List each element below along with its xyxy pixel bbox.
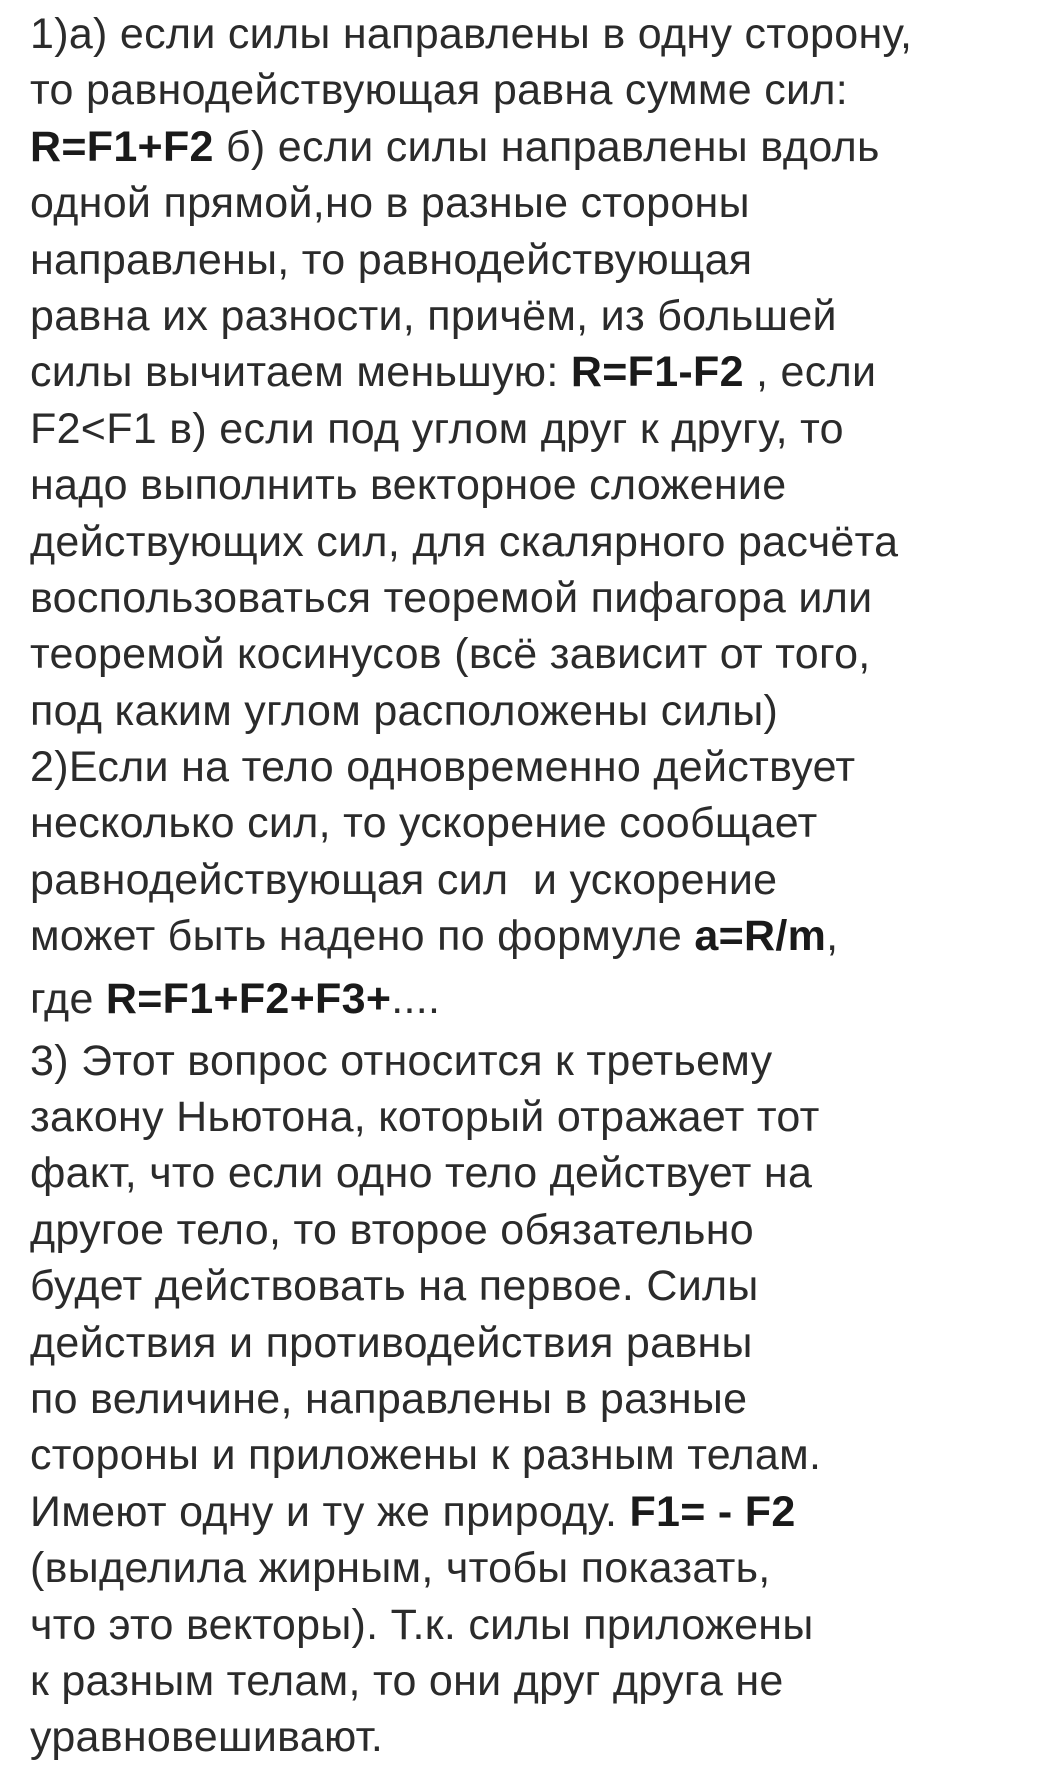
- text-span: ....: [391, 974, 441, 1023]
- text-span: ,: [826, 912, 839, 961]
- text-line: [30, 965, 1040, 1033]
- text-line: [30, 1540, 1040, 1596]
- text-span: равнодействующая сил и ускорение: [30, 855, 778, 904]
- formula-acceleration: a=R/m: [694, 912, 827, 961]
- text-line: [30, 1653, 1040, 1709]
- text-span: Имеют одну и ту же природу.: [30, 1487, 630, 1536]
- text-span: где: [30, 974, 106, 1023]
- text-line: [30, 739, 1040, 795]
- answer-text: [30, 6, 1040, 1766]
- text-span: равна их разности, причём, из большей: [30, 291, 837, 340]
- text-span: стороны и приложены к разным телам.: [30, 1431, 822, 1480]
- text-span: то равнодействующая равна сумме сил:: [30, 66, 848, 115]
- text-line: [30, 344, 1040, 400]
- text-span: 1)а) если силы направлены в одну сторону,: [30, 10, 913, 58]
- text-line: [30, 1202, 1040, 1258]
- text-line: [30, 1258, 1040, 1314]
- text-span: уравновешивают.: [30, 1713, 384, 1762]
- text-span: несколько сил, то ускорение сообщает: [30, 799, 818, 848]
- text-line: [30, 401, 1040, 457]
- formula-sum: R=F1+F2: [30, 122, 214, 171]
- text-line: [30, 457, 1040, 513]
- text-span: силы вычитаем меньшую:: [30, 348, 571, 397]
- text-span: 3) Этот вопрос относится к третьему: [30, 1036, 773, 1085]
- text-span: под каким углом расположены силы): [30, 686, 779, 735]
- text-line: [30, 570, 1040, 626]
- text-line: [30, 626, 1040, 682]
- text-span: к разным телам, то они друг друга не: [30, 1656, 784, 1705]
- text-line: [30, 683, 1040, 739]
- text-span: б) если силы направлены вдоль: [213, 122, 880, 171]
- text-line: [30, 175, 1040, 231]
- text-line: [30, 232, 1040, 288]
- text-span: (выделила жирным, чтобы показать,: [30, 1544, 771, 1593]
- text-span: направлены, то равнодействующая: [30, 235, 753, 284]
- text-span: факт, что если одно тело действует на: [30, 1149, 813, 1198]
- text-line: [30, 1089, 1040, 1145]
- text-line: [30, 1597, 1040, 1653]
- formula-resultant: R=F1+F2+F3+: [105, 974, 392, 1023]
- text-span: действия и противодействия равны: [30, 1318, 753, 1367]
- text-line: [30, 119, 1040, 175]
- text-line: [30, 288, 1040, 344]
- formula-newton-third-law: F1= - F2: [629, 1487, 796, 1536]
- text-span: теоремой косинусов (всё зависит от того,: [30, 630, 871, 679]
- text-line: [30, 908, 1040, 964]
- text-span: закону Ньютона, который отражает тот: [30, 1093, 820, 1142]
- text-line: [30, 852, 1040, 908]
- text-span: действующих сил, для скалярного расчёта: [30, 517, 899, 566]
- text-span: воспользоваться теоремой пифагора или: [30, 573, 873, 622]
- text-line: [30, 1709, 1040, 1765]
- text-span: 2)Если на тело одновременно действует: [30, 743, 856, 792]
- text-span: что это векторы). Т.к. силы приложены: [30, 1600, 814, 1649]
- formula-diff: R=F1-F2: [570, 348, 744, 397]
- text-span: надо выполнить векторное сложение: [30, 461, 787, 510]
- text-line: [30, 1484, 1040, 1540]
- text-line: [30, 795, 1040, 851]
- text-line: [30, 1427, 1040, 1483]
- text-span: другое тело, то второе обязательно: [30, 1205, 755, 1254]
- text-line: [30, 62, 1040, 118]
- text-line: [30, 514, 1040, 570]
- text-line: [30, 1033, 1040, 1089]
- text-span: может быть надено по формуле: [30, 912, 695, 961]
- text-line: [30, 1315, 1040, 1371]
- text-span: , если: [743, 348, 877, 397]
- text-span: F2<F1 в) если под углом друг к другу, то: [30, 404, 844, 453]
- text-line: [30, 6, 1040, 62]
- text-span: по величине, направлены в разные: [30, 1374, 748, 1423]
- text-span: одной прямой,но в разные стороны: [30, 179, 750, 228]
- text-line: [30, 1371, 1040, 1427]
- text-line: [30, 1145, 1040, 1201]
- text-span: будет действовать на первое. Силы: [30, 1262, 759, 1311]
